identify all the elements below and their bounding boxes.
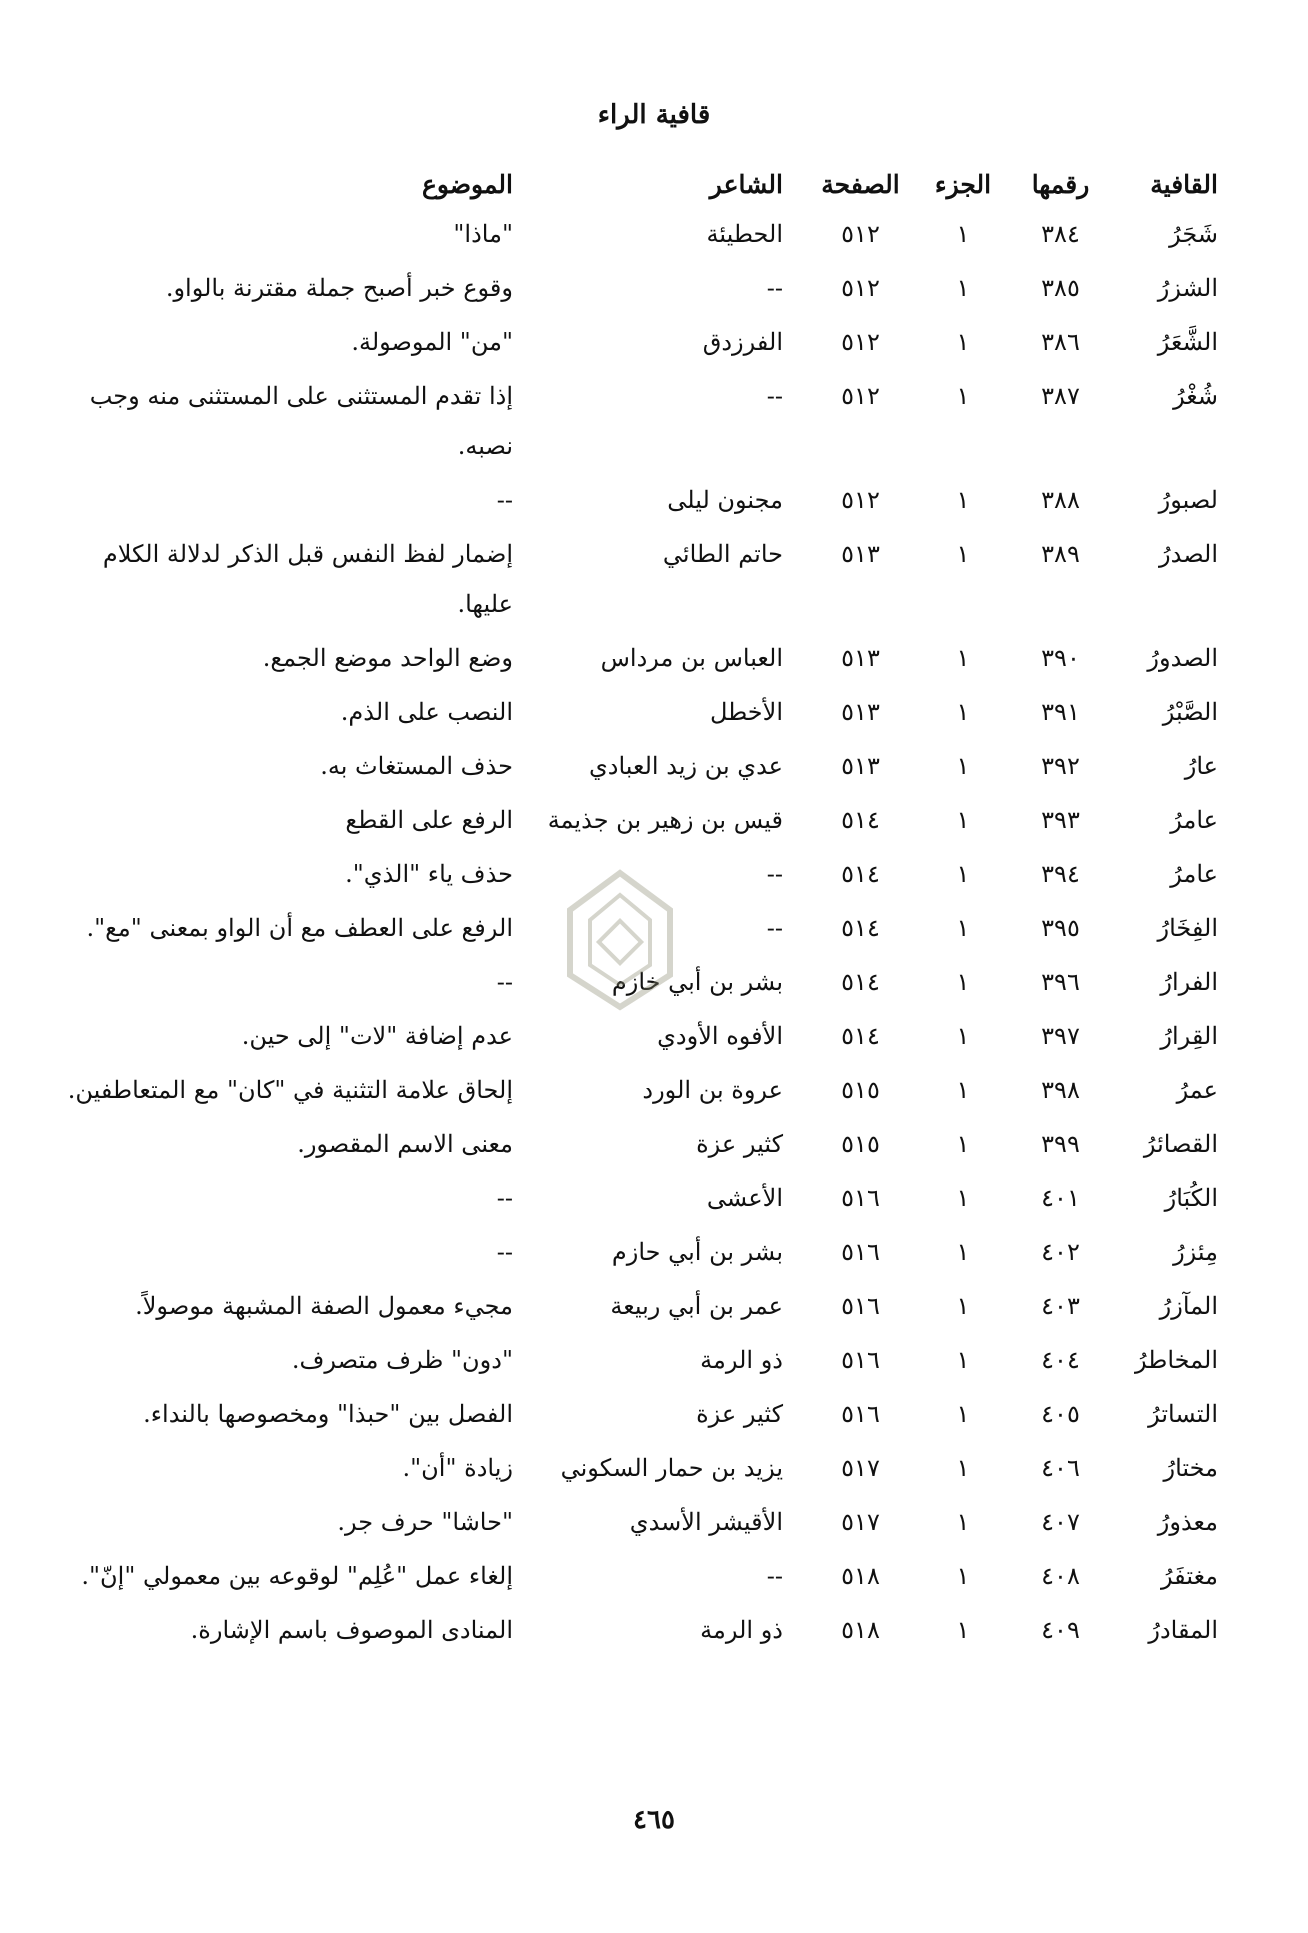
cell-number: ٣٩٥ (1041, 914, 1080, 942)
cell-page: ٥١٨ (841, 1562, 880, 1590)
cell-rhyme: القصائرُ (1143, 1130, 1218, 1158)
cell-rhyme: المخاطرُ (1134, 1346, 1218, 1374)
cell-poet: -- (766, 860, 783, 888)
table-row (53, 632, 1218, 686)
table-row (53, 1172, 1218, 1226)
cell-number: ٣٩٢ (1041, 752, 1080, 780)
cell-poet: -- (766, 382, 783, 410)
table-row (53, 1442, 1218, 1496)
cell-number: ٣٩٣ (1041, 806, 1080, 834)
cell-topic: مجيء معمول الصفة المشبهة موصولاً. (135, 1292, 513, 1320)
cell-poet: بشر بن أبي حازم (611, 1238, 783, 1266)
cell-part: ١ (956, 644, 970, 672)
cell-page: ٥١٦ (841, 1292, 880, 1320)
cell-poet: كثير عزة (696, 1130, 783, 1158)
cell-rhyme: القِرارُ (1160, 1022, 1218, 1050)
cell-number: ٤٠٣ (1041, 1292, 1080, 1320)
page-title: قافية الراء (597, 100, 711, 130)
cell-topic: عدم إضافة "لات" إلى حين. (241, 1022, 513, 1050)
cell-part: ١ (956, 806, 970, 834)
cell-poet: عدي بن زيد العبادي (589, 752, 783, 780)
cell-part: ١ (956, 274, 970, 302)
cell-topic: -- (496, 486, 513, 514)
cell-topic: -- (496, 968, 513, 996)
cell-topic: إذا تقدم المستثنى على المستثنى منه وجب نصبه. (89, 382, 513, 460)
cell-poet: -- (766, 1562, 783, 1590)
cell-rhyme: الصَّبْرُ (1162, 698, 1218, 726)
cell-rhyme: لصبورُ (1158, 486, 1218, 514)
cell-topic: "من" الموصولة. (351, 328, 513, 356)
rhyme-index-table (53, 160, 1218, 1658)
table-row (53, 1550, 1218, 1604)
cell-part: ١ (956, 1022, 970, 1050)
cell-rhyme: مختارُ (1163, 1454, 1218, 1482)
cell-part: ١ (956, 220, 970, 248)
table-row (53, 208, 1218, 262)
cell-number: ٣٩٤ (1041, 860, 1080, 888)
cell-topic: "دون" ظرف متصرف. (291, 1346, 513, 1374)
cell-poet: ذو الرمة (700, 1616, 783, 1644)
cell-page: ٥١٢ (841, 328, 880, 356)
table-row (53, 1388, 1218, 1442)
table-row (53, 1334, 1218, 1388)
cell-rhyme: الشزرُ (1157, 274, 1218, 302)
cell-page: ٥١٤ (841, 806, 880, 834)
table-row (53, 1604, 1218, 1658)
header-rhyme: القافية (1150, 169, 1218, 199)
cell-rhyme: الصدرُ (1159, 540, 1218, 568)
cell-number: ٤٠٥ (1041, 1400, 1080, 1428)
cell-number: ٣٩٦ (1041, 968, 1080, 996)
cell-topic: المنادى الموصوف باسم الإشارة. (190, 1616, 513, 1644)
cell-page: ٥١٣ (841, 540, 880, 568)
cell-topic: الرفع على القطع (345, 806, 513, 834)
cell-page: ٥١٥ (841, 1130, 880, 1158)
cell-rhyme: الكُبَارُ (1164, 1184, 1218, 1212)
cell-part: ١ (956, 540, 970, 568)
cell-poet: عروة بن الورد (642, 1076, 783, 1104)
cell-poet: الأخطل (709, 698, 783, 726)
cell-rhyme: الفرارُ (1160, 968, 1218, 996)
cell-page: ٥١٧ (841, 1454, 880, 1482)
cell-page: ٥١٤ (841, 914, 880, 942)
cell-topic: "ماذا" (453, 220, 513, 248)
table-row (53, 686, 1218, 740)
table-row (53, 794, 1218, 848)
cell-part: ١ (956, 1346, 970, 1374)
cell-rhyme: التساترُ (1148, 1400, 1218, 1428)
header-poet: الشاعر (709, 169, 783, 199)
cell-rhyme: الصدورُ (1147, 644, 1218, 672)
cell-number: ٣٨٦ (1041, 328, 1080, 356)
cell-number: ٤٠٧ (1041, 1508, 1080, 1536)
cell-part: ١ (956, 698, 970, 726)
cell-part: ١ (956, 752, 970, 780)
table-row (53, 848, 1218, 902)
table-row (53, 902, 1218, 956)
cell-poet: قيس بن زهير بن جذيمة (547, 806, 783, 834)
table-body (53, 208, 1218, 1658)
cell-poet: -- (766, 914, 783, 942)
cell-number: ٤٠٨ (1041, 1562, 1080, 1590)
cell-page: ٥١٣ (841, 698, 880, 726)
rhyme-index-table-container (53, 160, 1218, 1658)
cell-number: ٣٨٥ (1041, 274, 1080, 302)
cell-poet: الأفوه الأودي (657, 1022, 783, 1050)
cell-topic: -- (496, 1238, 513, 1266)
cell-rhyme: الفِخَارُ (1157, 914, 1218, 942)
header-page: الصفحة (821, 169, 900, 199)
table-row (53, 474, 1218, 528)
cell-topic: زيادة "أن". (402, 1454, 513, 1482)
cell-page: ٥١٤ (841, 860, 880, 888)
cell-rhyme: شُغْرُ (1173, 382, 1218, 410)
cell-rhyme: المآزرُ (1159, 1292, 1218, 1320)
cell-part: ١ (956, 328, 970, 356)
cell-number: ٣٩٠ (1041, 644, 1080, 672)
table-row (53, 740, 1218, 794)
cell-page: ٥١٦ (841, 1238, 880, 1266)
cell-poet: يزيد بن حمار السكوني (560, 1454, 783, 1482)
table-row (53, 528, 1218, 632)
cell-part: ١ (956, 914, 970, 942)
cell-page: ٥١٢ (841, 382, 880, 410)
cell-part: ١ (956, 1508, 970, 1536)
cell-page: ٥١٧ (841, 1508, 880, 1536)
cell-part: ١ (956, 1400, 970, 1428)
cell-page: ٥١٢ (841, 274, 880, 302)
cell-page: ٥١٢ (841, 220, 880, 248)
cell-part: ١ (956, 1454, 970, 1482)
cell-topic: الرفع على العطف مع أن الواو بمعنى "مع". (86, 914, 513, 942)
cell-topic: وقوع خبر أصبح جملة مقترنة بالواو. (165, 274, 513, 302)
cell-topic: وضع الواحد موضع الجمع. (262, 644, 513, 672)
cell-rhyme: شَجَرُ (1169, 220, 1218, 248)
table-row (53, 316, 1218, 370)
cell-number: ٤٠٢ (1041, 1238, 1080, 1266)
cell-number: ٣٩٩ (1041, 1130, 1080, 1158)
cell-page: ٥١٥ (841, 1076, 880, 1104)
cell-poet: بشر بن أبي خازم (611, 968, 783, 996)
cell-topic: -- (496, 1184, 513, 1212)
cell-topic: النصب على الذم. (340, 698, 513, 726)
table-row (53, 1010, 1218, 1064)
cell-topic: إضمار لفظ النفس قبل الذكر لدلالة الكلام عليها. (102, 540, 513, 618)
cell-rhyme: عامرُ (1170, 806, 1218, 834)
cell-part: ١ (956, 1616, 970, 1644)
cell-rhyme: المقادرُ (1148, 1616, 1218, 1644)
cell-poet: الحطيئة (706, 220, 783, 248)
cell-poet: كثير عزة (696, 1400, 783, 1428)
cell-poet: ذو الرمة (700, 1346, 783, 1374)
page-number: ٤٦٥ (633, 1805, 675, 1835)
cell-poet: الأقيشر الأسدي (629, 1508, 783, 1536)
cell-topic: معنى الاسم المقصور. (297, 1130, 513, 1158)
cell-poet: عمر بن أبي ربيعة (610, 1292, 783, 1320)
cell-page: ٥١٦ (841, 1400, 880, 1428)
cell-part: ١ (956, 1238, 970, 1266)
table-row (53, 1496, 1218, 1550)
cell-page: ٥١٨ (841, 1616, 880, 1644)
cell-poet: مجنون ليلى (667, 486, 783, 514)
cell-page: ٥١٣ (841, 752, 880, 780)
cell-part: ١ (956, 382, 970, 410)
cell-part: ١ (956, 1292, 970, 1320)
cell-number: ٣٨٨ (1041, 486, 1080, 514)
cell-page: ٥١٤ (841, 968, 880, 996)
cell-page: ٥١٢ (841, 486, 880, 514)
table-row (53, 262, 1218, 316)
cell-part: ١ (956, 968, 970, 996)
cell-page: ٥١٤ (841, 1022, 880, 1050)
cell-poet: الأعشى (706, 1184, 783, 1212)
cell-part: ١ (956, 486, 970, 514)
cell-number: ٣٩١ (1041, 698, 1080, 726)
table-row (53, 370, 1218, 474)
cell-poet: الفرزدق (702, 328, 783, 356)
cell-part: ١ (956, 1076, 970, 1104)
table-row (53, 1064, 1218, 1118)
cell-rhyme: عمرُ (1176, 1076, 1218, 1104)
table-header (53, 160, 1218, 208)
header-topic: الموضوع (422, 169, 513, 199)
cell-topic: "حاشا" حرف جر. (337, 1508, 513, 1536)
cell-poet: العباس بن مرداس (600, 644, 783, 672)
table-row (53, 1118, 1218, 1172)
cell-topic: حذف المستغاث به. (320, 752, 513, 780)
cell-number: ٤٠٤ (1041, 1346, 1080, 1374)
cell-number: ٣٨٩ (1041, 540, 1080, 568)
cell-part: ١ (956, 1130, 970, 1158)
cell-part: ١ (956, 1562, 970, 1590)
cell-topic: الفصل بين "حبذا" ومخصوصها بالنداء. (143, 1400, 513, 1428)
cell-rhyme: معذورُ (1157, 1508, 1218, 1536)
header-number: رقمها (1031, 169, 1090, 199)
cell-page: ٥١٣ (841, 644, 880, 672)
table-row (53, 956, 1218, 1010)
cell-topic: إلغاء عمل "عُلِم" لوقوعه بين معمولي "إنّ". (81, 1562, 513, 1590)
cell-number: ٤٠١ (1041, 1184, 1080, 1212)
cell-rhyme: مِئزرُ (1173, 1238, 1218, 1266)
cell-poet: -- (766, 274, 783, 302)
cell-number: ٣٨٧ (1041, 382, 1080, 410)
cell-number: ٤٠٩ (1041, 1616, 1080, 1644)
cell-part: ١ (956, 860, 970, 888)
cell-number: ٣٩٧ (1041, 1022, 1080, 1050)
cell-number: ٤٠٦ (1041, 1454, 1080, 1482)
cell-topic: إلحاق علامة التثنية في "كان" مع المتعاطفين. (67, 1076, 513, 1104)
cell-poet: حاتم الطائي (662, 540, 783, 568)
header-part: الجزء (934, 169, 992, 199)
cell-rhyme: الشَّعَرُ (1157, 328, 1218, 356)
cell-page: ٥١٦ (841, 1184, 880, 1212)
cell-rhyme: عامرُ (1170, 860, 1218, 888)
header-row (53, 160, 1218, 208)
cell-rhyme: مغتفَرُ (1160, 1562, 1218, 1590)
cell-number: ٣٩٨ (1041, 1076, 1080, 1104)
cell-part: ١ (956, 1184, 970, 1212)
cell-page: ٥١٦ (841, 1346, 880, 1374)
table-row (53, 1226, 1218, 1280)
cell-topic: حذف ياء "الذي". (345, 860, 513, 888)
table-row (53, 1280, 1218, 1334)
cell-rhyme: عارُ (1184, 752, 1218, 780)
cell-number: ٣٨٤ (1041, 220, 1080, 248)
